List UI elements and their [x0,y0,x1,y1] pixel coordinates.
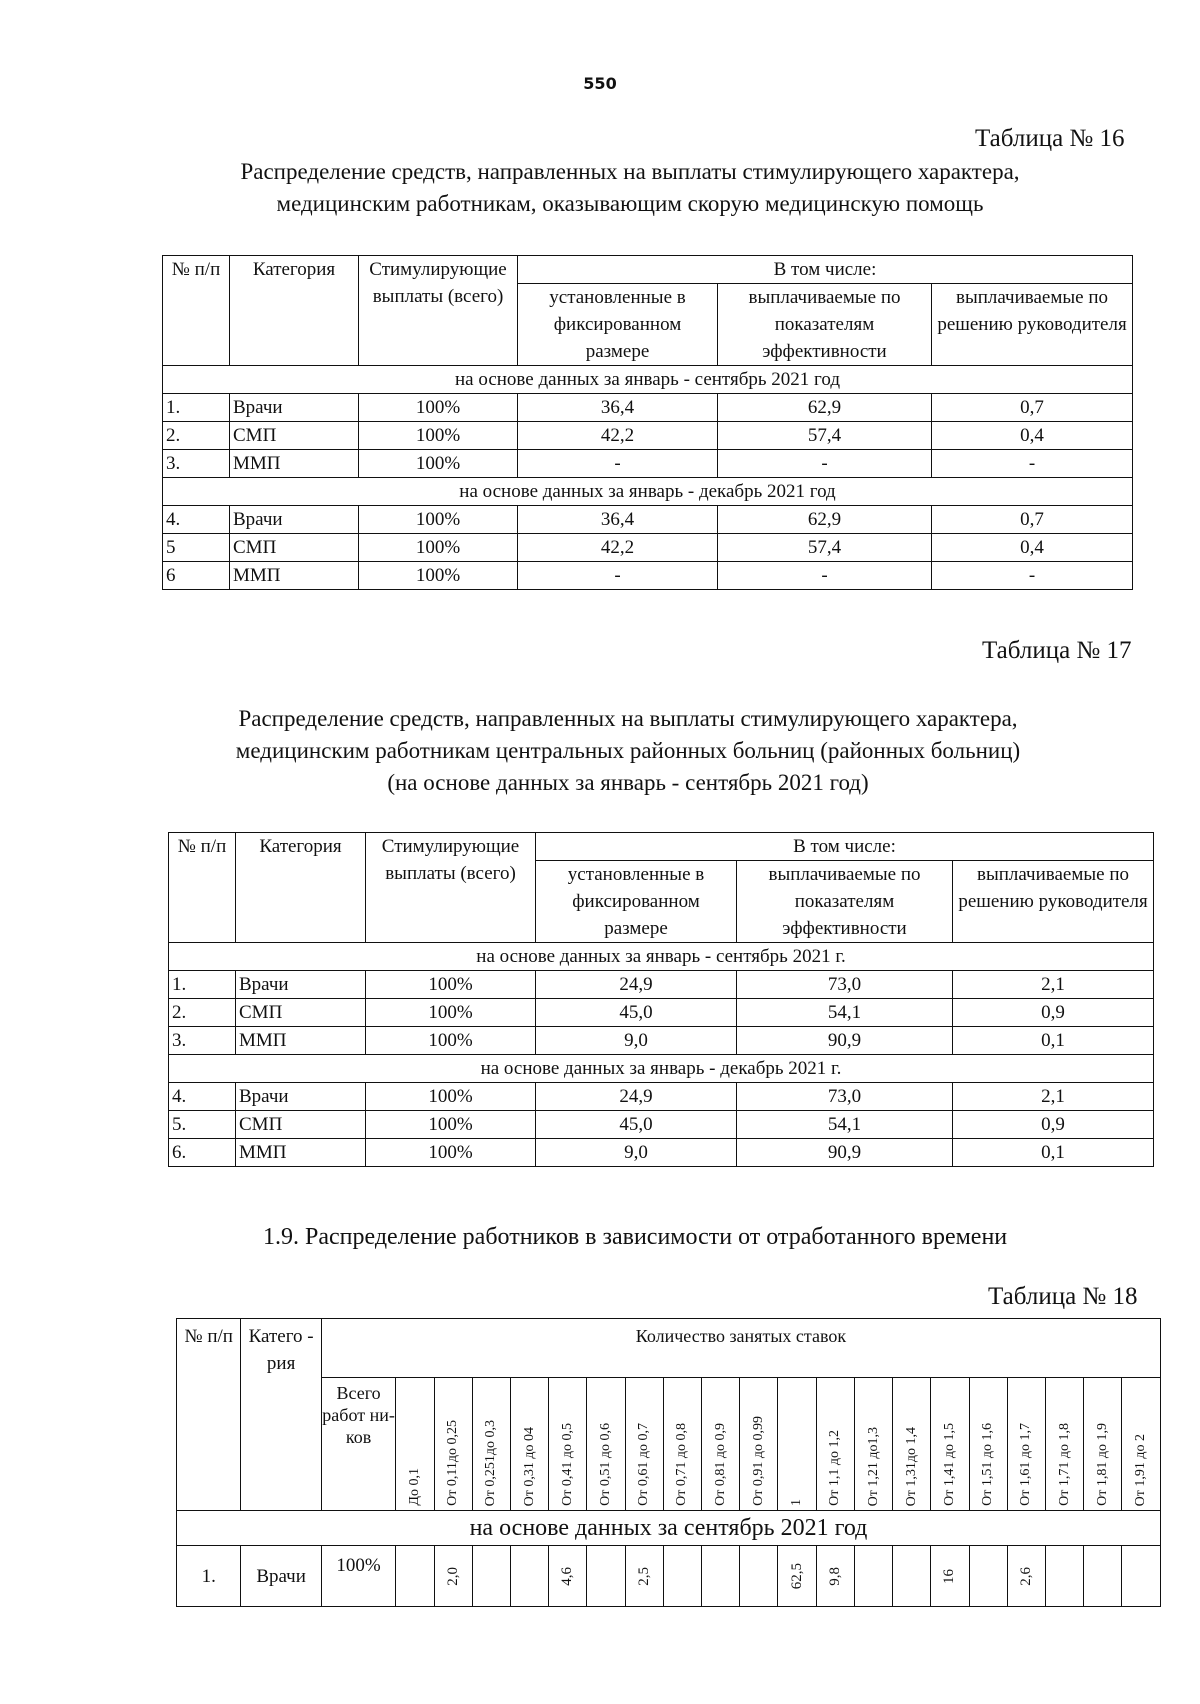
row-num: 5. [169,1111,236,1139]
row-efficiency: - [718,450,932,478]
rate-column-label: От 1,31до 1,4 [903,1426,919,1506]
rate-value-cell [1046,1546,1084,1607]
rate-column-label: От 1,21 до1,3 [865,1426,881,1506]
header-efficiency: выплачиваемые по показателям эффективности [737,861,953,943]
rate-value: 9,8 [826,1566,843,1586]
section-label: на основе данных за январь - сентябрь 2021 год [163,366,1133,394]
rate-column-header [854,1378,892,1511]
section-label: на основе данных за январь - сентябрь 2021 г. [169,943,1154,971]
rate-column-label: От 1,71 до 1,8 [1056,1423,1072,1506]
row-category: ММП [230,450,359,478]
row-manager: 0,4 [932,534,1133,562]
rate-column-label: От 1,81 до 1,9 [1094,1423,1110,1506]
row-fixed: 36,4 [518,394,718,422]
rate-value: 2,6 [1017,1566,1034,1586]
table-16-title-line2: медицинским работникам, оказывающим скорую медицинскую помощь [276,191,984,216]
rate-value-cell [1122,1546,1161,1607]
rate-value-cell [434,1546,472,1607]
table-row [169,971,1154,999]
row-total: 100% [359,562,518,590]
rate-value-cell [510,1546,548,1607]
row-num: 1. [177,1546,241,1607]
rate-column-header [472,1378,510,1511]
rate-column-label: От 1,51 до 1,6 [980,1423,996,1506]
rate-column-header [396,1378,434,1511]
header-category: Категория [236,833,366,943]
row-category: Врачи [236,1083,366,1111]
row-fixed: 42,2 [518,422,718,450]
header-total-workers: Всего работ ни-ков [321,1378,395,1511]
row-manager: 0,7 [932,394,1133,422]
table-row [163,506,1133,534]
row-total: 100% [359,450,518,478]
row-manager: 0,4 [932,422,1133,450]
rate-column-header [1007,1378,1045,1511]
row-category: СМП [230,534,359,562]
rate-column-header [893,1378,931,1511]
row-fixed: 24,9 [536,1083,737,1111]
row-total: 100% [359,394,518,422]
row-manager: 2,1 [953,1083,1154,1111]
row-fixed: 9,0 [536,1027,737,1055]
row-num: 2. [163,422,230,450]
row-total: 100% [321,1546,395,1607]
rate-column-header [510,1378,548,1511]
rate-value-cell [396,1546,434,1607]
row-category: Врачи [241,1546,321,1607]
rate-value-cell [816,1546,854,1607]
table-17 [168,832,1154,1167]
header-including: В том числе: [518,256,1133,284]
rate-column-header [625,1378,663,1511]
rate-column-header [740,1378,778,1511]
rate-value-cell [854,1546,892,1607]
header-num: № п/п [163,256,230,366]
row-num: 1. [169,971,236,999]
table-18-caption: Таблица № 18 [988,1283,1138,1310]
row-manager: 0,1 [953,1027,1154,1055]
row-efficiency: 73,0 [737,971,953,999]
rate-value-cell [702,1546,740,1607]
row-manager: 2,1 [953,971,1154,999]
table-16-title-line1: Распределение средств, направленных на выплаты стимулирующего характера, [240,159,1020,184]
row-fixed: 36,4 [518,506,718,534]
row-manager: - [932,562,1133,590]
table-row [169,999,1154,1027]
header-fixed: установленные в фиксированном размере [536,861,737,943]
row-category: Врачи [230,394,359,422]
rate-value-cell [893,1546,931,1607]
rate-column-header [434,1378,472,1511]
rate-column-label: От 0,11до 0,25 [445,1420,461,1506]
row-fixed: - [518,450,718,478]
header-efficiency: выплачиваемые по показателям эффективности [718,284,932,366]
rate-value-cell [587,1546,625,1607]
row-total: 100% [366,1083,536,1111]
rate-value: 62,5 [788,1562,805,1590]
rate-column-header [816,1378,854,1511]
row-efficiency: 57,4 [718,422,932,450]
row-num: 2. [169,999,236,1027]
row-category: СМП [236,999,366,1027]
row-total: 100% [366,971,536,999]
table-16-title [190,156,1070,220]
row-category: Врачи [230,506,359,534]
row-manager: 0,9 [953,1111,1154,1139]
row-total: 100% [366,1139,536,1167]
row-efficiency: 62,9 [718,394,932,422]
table-17-title-line1: Распределение средств, направленных на выплаты стимулирующего характера, [238,706,1018,731]
row-num: 3. [163,450,230,478]
row-category: ММП [236,1027,366,1055]
rate-column-header [1084,1378,1122,1511]
rate-column-label: От 0,61 до 0,7 [636,1423,652,1506]
rate-column-header [702,1378,740,1511]
row-manager: 0,9 [953,999,1154,1027]
header-fixed: установленные в фиксированном размере [518,284,718,366]
header-num: № п/п [169,833,236,943]
row-category: ММП [236,1139,366,1167]
rate-value-cell [472,1546,510,1607]
row-category: Врачи [236,971,366,999]
rate-value-cell [1084,1546,1122,1607]
header-num: № п/п [177,1319,241,1511]
row-efficiency: 90,9 [737,1139,953,1167]
row-manager: - [932,450,1133,478]
rate-column-header [778,1378,816,1511]
row-fixed: 45,0 [536,999,737,1027]
rate-column-label: От 1,1 до 1,2 [827,1430,843,1506]
rate-value: 2,5 [635,1566,652,1586]
section-label: на основе данных за сентябрь 2021 год [177,1511,1161,1546]
row-fixed: 9,0 [536,1139,737,1167]
header-manager: выплачиваемые по решению руководителя [953,861,1154,943]
row-efficiency: 73,0 [737,1083,953,1111]
row-efficiency: 90,9 [737,1027,953,1055]
row-num: 4. [163,506,230,534]
rate-value-cell [1007,1546,1045,1607]
rate-column-header [969,1378,1007,1511]
row-manager: 0,7 [932,506,1133,534]
row-fixed: 24,9 [536,971,737,999]
rate-column-label: От 0,31 до 04 [521,1426,537,1506]
row-fixed: 42,2 [518,534,718,562]
rate-value-cell [549,1546,587,1607]
table-row [177,1546,1161,1607]
rate-column-header [931,1378,969,1511]
rate-column-label: От 1,41 до 1,5 [941,1423,957,1506]
rate-value-cell [740,1546,778,1607]
row-category: ММП [230,562,359,590]
rate-column-label: От 0,91 до 0,99 [750,1416,766,1506]
row-total: 100% [359,422,518,450]
table-row [169,1139,1154,1167]
row-fixed: - [518,562,718,590]
rate-column-header [663,1378,701,1511]
table-row [169,1027,1154,1055]
table-row [163,562,1133,590]
table-row [169,1111,1154,1139]
rate-column-label: От 0,41 до 0,5 [559,1423,575,1506]
page-number: 550 [583,74,617,93]
table-17-title [178,703,1078,799]
row-category: СМП [230,422,359,450]
row-num: 3. [169,1027,236,1055]
row-fixed: 45,0 [536,1111,737,1139]
header-category: Катего - рия [241,1319,321,1511]
header-total: Стимулирующие выплаты (всего) [359,256,518,366]
row-num: 1. [163,394,230,422]
table-row [163,394,1133,422]
row-manager: 0,1 [953,1139,1154,1167]
rate-value-cell [625,1546,663,1607]
rate-column-label: От 0,71 до 0,8 [674,1423,690,1506]
section-label: на основе данных за январь - декабрь 2021 год [163,478,1133,506]
rate-column-label: От 1,91 до 2 [1133,1433,1149,1506]
rate-value-cell [931,1546,969,1607]
rate-column-header [1122,1378,1161,1511]
rate-value: 4,6 [559,1566,576,1586]
row-total: 100% [366,1111,536,1139]
row-num: 6 [163,562,230,590]
row-efficiency: 54,1 [737,1111,953,1139]
table-17-caption: Таблица № 17 [982,637,1132,664]
table-row [163,450,1133,478]
row-num: 5 [163,534,230,562]
section-heading: 1.9. Распределение работников в зависимости от отработанного времени [263,1224,1008,1250]
rate-column-header [587,1378,625,1511]
row-efficiency: 62,9 [718,506,932,534]
row-efficiency: 57,4 [718,534,932,562]
table-18 [176,1318,1161,1607]
rate-column-label: От 0,81 до 0,9 [712,1423,728,1506]
rate-column-label: До 0,1 [406,1468,422,1506]
rate-value: 2,0 [444,1566,461,1586]
row-efficiency: 54,1 [737,999,953,1027]
row-total: 100% [359,506,518,534]
rate-column-header [549,1378,587,1511]
table-row [169,1083,1154,1111]
rate-column-label: От 0,251до 0,3 [483,1419,499,1506]
header-total: Стимулирующие выплаты (всего) [366,833,536,943]
rate-value-cell [663,1546,701,1607]
table-17-title-line3: (на основе данных за январь - сентябрь 2021 год) [387,770,869,795]
rate-column-label: От 0,51 до 0,6 [598,1423,613,1506]
rate-value-cell [778,1546,816,1607]
rate-value-cell [969,1546,1007,1607]
table-17-title-line2: медицинским работникам центральных районных больниц (районных больниц) [235,738,1021,763]
rate-column-label: 1 [789,1499,805,1506]
rate-value: 16 [941,1568,958,1584]
row-total: 100% [366,999,536,1027]
row-efficiency: - [718,562,932,590]
row-num: 4. [169,1083,236,1111]
section-label: на основе данных за январь - декабрь 2021 г. [169,1055,1154,1083]
table-row [163,422,1133,450]
row-total: 100% [359,534,518,562]
header-category: Категория [230,256,359,366]
table-16-caption: Таблица № 16 [975,125,1125,152]
rate-column-header [1046,1378,1084,1511]
header-manager: выплачиваемые по решению руководителя [932,284,1133,366]
row-num: 6. [169,1139,236,1167]
table-row [163,534,1133,562]
header-rates: Количество занятых ставок [321,1319,1160,1378]
rate-column-label: От 1,61 до 1,7 [1018,1423,1034,1506]
row-total: 100% [366,1027,536,1055]
header-including: В том числе: [536,833,1154,861]
row-category: СМП [236,1111,366,1139]
table-16 [162,255,1133,590]
